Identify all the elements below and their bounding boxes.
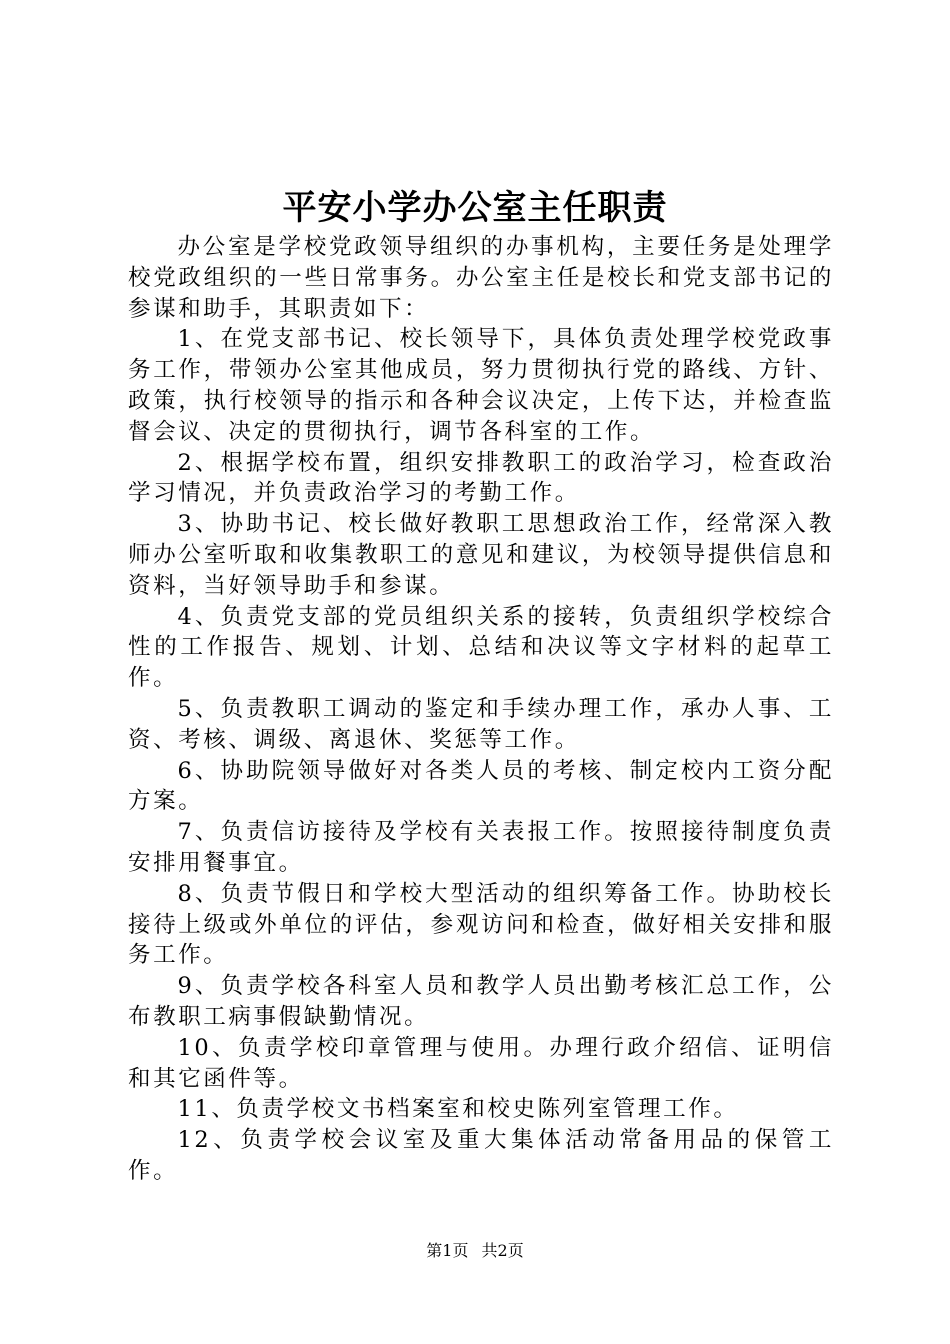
page-footer: [0, 1240, 950, 1262]
page-title: 平安小学办公室主任职责: [282, 188, 668, 228]
duty-item-12: 12、负责学校会议室及重大集体活动常备用品的保管工作。: [128, 1127, 834, 1184]
duty-item-4: 4、负责党支部的党员组织关系的接转，负责组织学校综合性的工作报告、规划、计划、总结和决议等文字材料的起草工作。: [128, 603, 834, 692]
duty-item-8: 8、负责节假日和学校大型活动的组织筹备工作。协助校长接待上级或外单位的评估，参观访问和检查，做好相关安排和服务工作。: [128, 880, 834, 969]
duty-item-7: 7、负责信访接待及学校有关表报工作。按照接待制度负责安排用餐事宜。: [128, 819, 834, 876]
duty-item-6: 6、协助院领导做好对各类人员的考核、制定校内工资分配方案。: [128, 757, 834, 815]
duty-item-10: 10、负责学校印章管理与使用。办理行政介绍信、证明信和其它函件等。: [128, 1034, 834, 1092]
duty-item-1: 1、在党支部书记、校长领导下，具体负责处理学校党政事务工作，带领办公室其他成员，努力贯彻执行党的路线、方针、政策，执行校领导的指示和各种会议决定，上传下达，并检查监督会议、决定的贯彻执行，调节各科室的工作。: [128, 326, 834, 445]
page-total: 共2页: [481, 1241, 524, 1260]
duty-item-11: 11、负责学校文书档案室和校史陈列室管理工作。: [177, 1096, 739, 1123]
document-body: [128, 232, 834, 1187]
duty-item-9: 9、负责学校各科室人员和教学人员出勤考核汇总工作，公布教职工病事假缺勤情况。: [128, 973, 834, 1030]
page-number: 第1页: [426, 1241, 469, 1260]
duty-item-5: 5、负责教职工调动的鉴定和手续办理工作，承办人事、工资、考核、调级、离退休、奖惩等工作。: [128, 695, 834, 753]
duty-item-2: 2、根据学校布置，组织安排教职工的政治学习，检查政治学习情况，并负责政治学习的考勤工作。: [128, 449, 834, 507]
intro-paragraph: 办公室是学校党政领导组织的办事机构，主要任务是处理学校党政组织的一些日常事务。办公室主任是校长和党支部书记的参谋和助手，其职责如下：: [128, 234, 834, 322]
duty-item-3: 3、协助书记、校长做好教职工思想政治工作，经常深入教师办公室听取和收集教职工的意见和建议，为校领导提供信息和资料，当好领导助手和参谋。: [128, 511, 834, 599]
